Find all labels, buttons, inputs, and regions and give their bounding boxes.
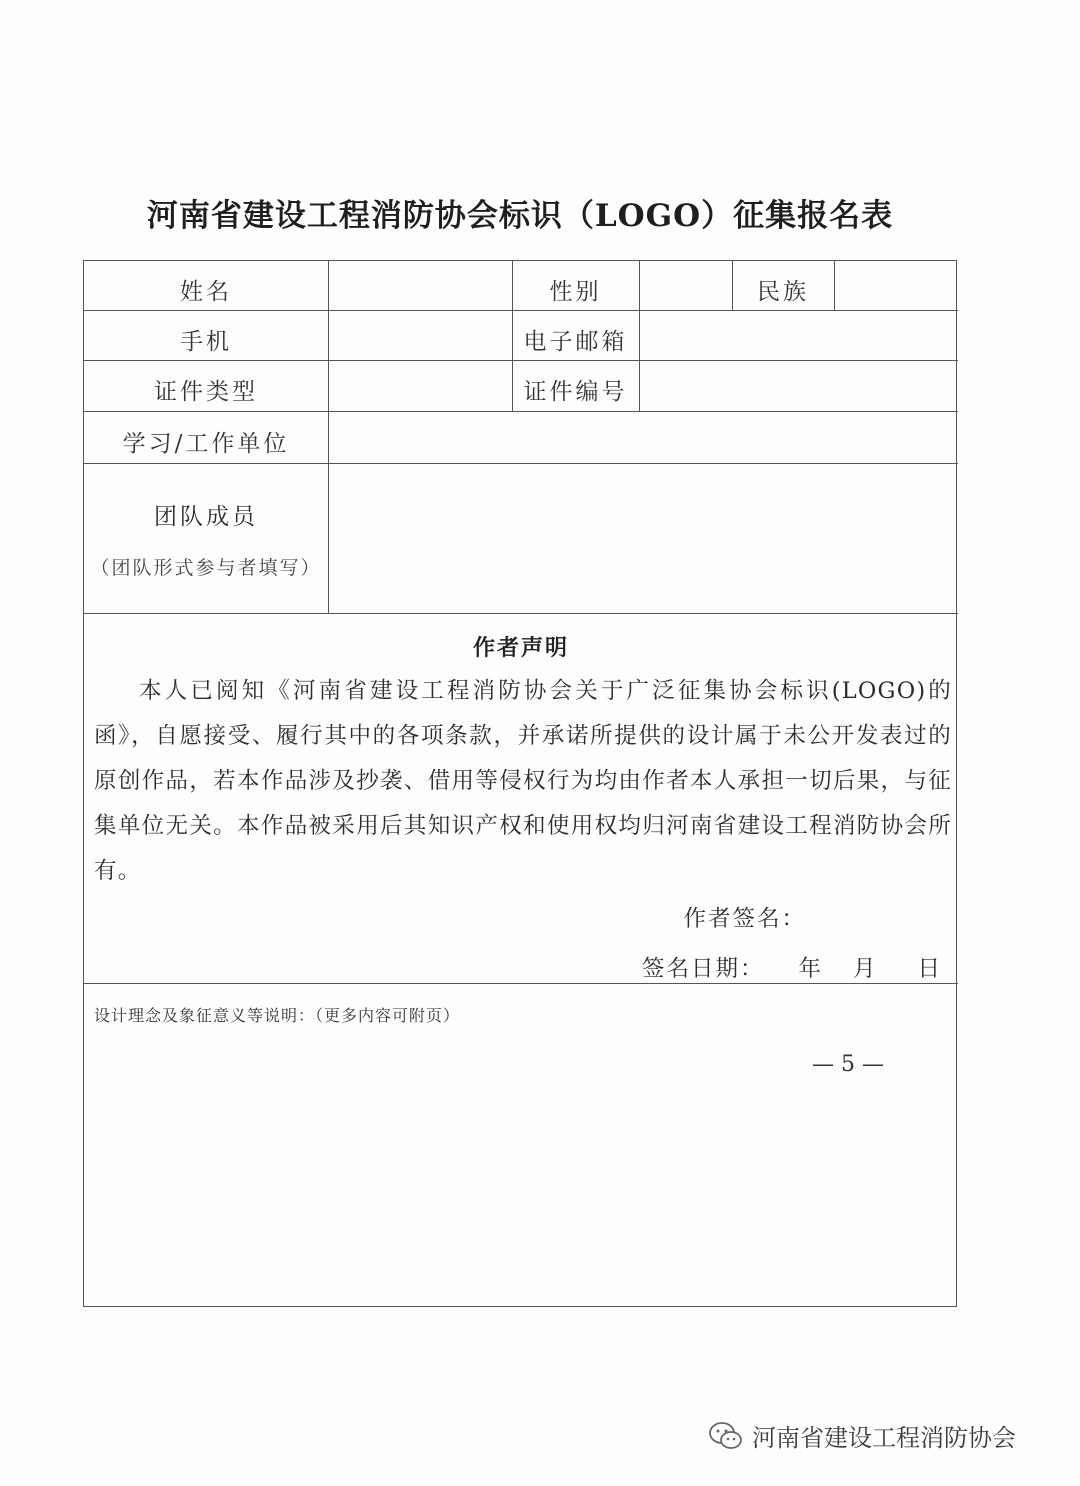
- date-line: [642, 951, 942, 983]
- id-type-label: 证件类型: [154, 379, 258, 405]
- watermark: [708, 1418, 1016, 1453]
- page-number: — 5 —: [812, 1052, 884, 1077]
- id-number-label: 证件编号: [523, 379, 628, 405]
- registration-form: [83, 260, 957, 1307]
- team-members-label: 团队成员: [154, 504, 258, 530]
- id-type-field[interactable]: [328, 360, 512, 411]
- row-divider: [84, 983, 958, 984]
- email-label: 电子邮箱: [523, 328, 628, 355]
- team-members-field[interactable]: [328, 463, 958, 613]
- date-day: 日: [917, 956, 942, 982]
- ethnicity-label: 民族: [757, 279, 809, 305]
- date-label: 签名日期：: [641, 956, 765, 982]
- declaration-title: 作者声明: [472, 635, 569, 661]
- name-label: 姓名: [180, 279, 232, 305]
- date-year: 年: [798, 956, 823, 982]
- id-number-field[interactable]: [639, 360, 958, 411]
- date-month: 月: [852, 956, 878, 982]
- organization-field[interactable]: [328, 411, 958, 463]
- email-field[interactable]: [639, 310, 958, 360]
- wechat-icon: [708, 1421, 744, 1451]
- signature-line: [683, 901, 806, 933]
- organization-label: 学习/工作单位: [122, 430, 290, 457]
- signature-label: 作者签名：: [683, 906, 806, 932]
- phone-field[interactable]: [328, 310, 512, 360]
- gender-label: 性别: [549, 279, 602, 305]
- declaration-body: 本人已阅知《河南省建设工程消防协会关于广泛征集协会标识(LOGO)的函》，自愿接受、履行其中的各项条款，并承诺所提供的设计属于未公开发表过的原创作品，若本作品涉及抄袭、借用等侵权行为均由作者本人承担一切后果，与征集单位无关。本作品被采用后其知识产权和使用权均归河南省建设工程消防协会所有。: [94, 678, 952, 884]
- page-title: 河南省建设工程消防协会标识（LOGO）征集报名表: [146, 198, 894, 234]
- watermark-text: 河南省建设工程消防协会: [752, 1424, 1016, 1452]
- phone-label: 手机: [180, 328, 232, 355]
- design-note-label: 设计理念及象征意义等说明：（更多内容可附页）: [94, 1006, 461, 1025]
- gender-field[interactable]: [639, 261, 732, 310]
- name-field[interactable]: [328, 261, 512, 310]
- team-members-note: （团队形式参与者填写）: [90, 557, 322, 579]
- team-members-label-cell: [84, 464, 328, 614]
- ethnicity-field[interactable]: [834, 261, 958, 310]
